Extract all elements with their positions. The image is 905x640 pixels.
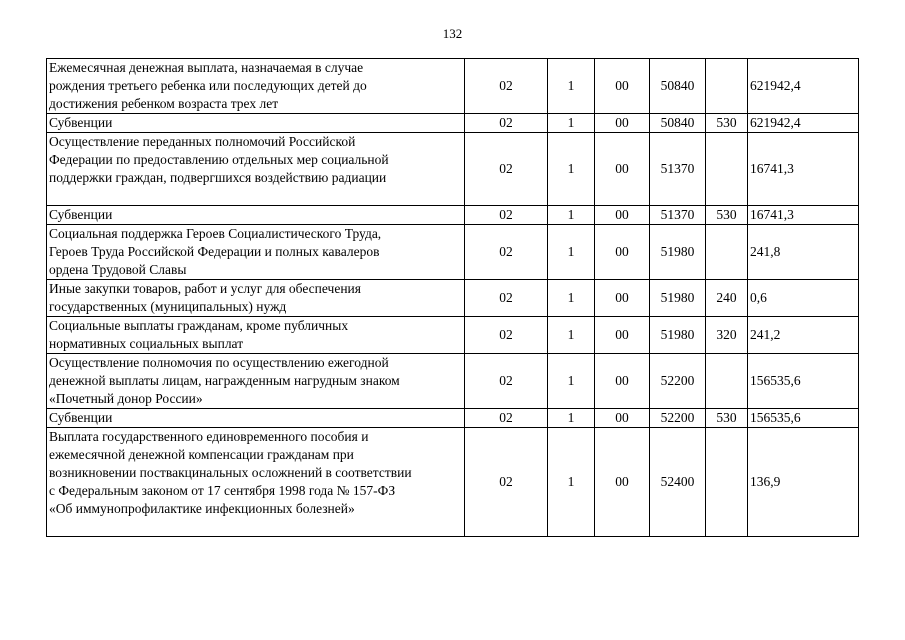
table-row — [47, 428, 859, 537]
subprogram-code: 00 — [595, 114, 650, 133]
description-line: денежной выплаты лицам, награжденным нагрудным знаком — [49, 373, 400, 388]
section-code: 02 — [465, 206, 548, 225]
description-line: Социальные выплаты гражданам, кроме публичных — [49, 318, 349, 333]
subprogram-code: 00 — [595, 409, 650, 428]
target-code: 50840 — [650, 114, 706, 133]
amount-value: 241,8 — [748, 225, 859, 280]
target-code: 51370 — [650, 133, 706, 206]
expense-type-code — [706, 354, 748, 409]
table-row — [47, 114, 859, 133]
target-code: 52200 — [650, 409, 706, 428]
description-line: Субвенции — [49, 207, 113, 222]
description-line: Субвенции — [49, 410, 113, 425]
description-line: государственных (муниципальных) нужд — [49, 299, 287, 314]
section-code: 02 — [465, 114, 548, 133]
table-row — [47, 225, 859, 280]
row-description — [47, 409, 465, 428]
program-code: 1 — [548, 59, 595, 114]
row-description — [47, 206, 465, 225]
amount-value: 0,6 — [748, 280, 859, 317]
row-description — [47, 225, 465, 280]
section-code: 02 — [465, 280, 548, 317]
expense-type-code: 530 — [706, 114, 748, 133]
description-line: Ежемесячная денежная выплата, назначаемая в случае — [49, 60, 364, 75]
description-line: нормативных социальных выплат — [49, 336, 244, 351]
target-code: 50840 — [650, 59, 706, 114]
description-line: поддержки граждан, подвергшихся воздействию радиации — [49, 170, 387, 185]
page-number: 132 — [442, 26, 463, 41]
section-code: 02 — [465, 225, 548, 280]
amount-value: 156535,6 — [748, 409, 859, 428]
amount-value: 156535,6 — [748, 354, 859, 409]
description-line: «Об иммунопрофилактике инфекционных болезней» — [49, 501, 355, 516]
section-code: 02 — [465, 409, 548, 428]
subprogram-code: 00 — [595, 317, 650, 354]
table-row — [47, 280, 859, 317]
row-description — [47, 354, 465, 409]
table-row — [47, 206, 859, 225]
description-line: с Федеральным законом от 17 сентября 1998 года № 157-ФЗ — [49, 483, 396, 498]
program-code: 1 — [548, 428, 595, 537]
amount-value: 621942,4 — [748, 59, 859, 114]
target-code: 51980 — [650, 280, 706, 317]
row-description — [47, 59, 465, 114]
description-line: Героев Труда Российской Федерации и полных кавалеров — [49, 244, 380, 259]
description-line: Федерации по предоставлению отдельных мер социальной — [49, 152, 389, 167]
expense-type-code — [706, 59, 748, 114]
target-code: 51370 — [650, 206, 706, 225]
expense-type-code — [706, 428, 748, 537]
section-code: 02 — [465, 59, 548, 114]
subprogram-code: 00 — [595, 133, 650, 206]
section-code: 02 — [465, 133, 548, 206]
subprogram-code: 00 — [595, 354, 650, 409]
table-row — [47, 354, 859, 409]
program-code: 1 — [548, 206, 595, 225]
expense-type-code: 240 — [706, 280, 748, 317]
amount-value: 16741,3 — [748, 206, 859, 225]
description-line: Субвенции — [49, 115, 113, 130]
amount-value: 136,9 — [748, 428, 859, 537]
description-line — [49, 187, 462, 205]
description-line — [49, 518, 462, 536]
subprogram-code: 00 — [595, 428, 650, 537]
expense-type-code: 320 — [706, 317, 748, 354]
target-code: 51980 — [650, 317, 706, 354]
program-code: 1 — [548, 114, 595, 133]
program-code: 1 — [548, 354, 595, 409]
section-code: 02 — [465, 317, 548, 354]
row-description — [47, 317, 465, 354]
target-code: 52400 — [650, 428, 706, 537]
amount-value: 241,2 — [748, 317, 859, 354]
section-code: 02 — [465, 354, 548, 409]
description-line: Осуществление полномочия по осуществлению ежегодной — [49, 355, 389, 370]
expense-type-code: 530 — [706, 409, 748, 428]
description-line: Социальная поддержка Героев Социалистического Труда, — [49, 226, 382, 241]
subprogram-code: 00 — [595, 280, 650, 317]
description-line: возникновении поствакцинальных осложнений в соответствии — [49, 465, 412, 480]
program-code: 1 — [548, 280, 595, 317]
target-code: 52200 — [650, 354, 706, 409]
expense-type-code: 530 — [706, 206, 748, 225]
table-row — [47, 133, 859, 206]
subprogram-code: 00 — [595, 225, 650, 280]
row-description — [47, 280, 465, 317]
table-row — [47, 409, 859, 428]
description-line: Иные закупки товаров, работ и услуг для обеспечения — [49, 281, 361, 296]
program-code: 1 — [548, 133, 595, 206]
budget-table — [46, 58, 859, 537]
description-line: рождения третьего ребенка или последующих детей до — [49, 78, 367, 93]
amount-value: 621942,4 — [748, 114, 859, 133]
expense-type-code — [706, 225, 748, 280]
description-line: «Почетный донор России» — [49, 391, 203, 406]
row-description — [47, 133, 465, 206]
expense-type-code — [706, 133, 748, 206]
row-description — [47, 114, 465, 133]
section-code: 02 — [465, 428, 548, 537]
description-line: достижения ребенком возраста трех лет — [49, 96, 279, 111]
subprogram-code: 00 — [595, 206, 650, 225]
description-line: ордена Трудовой Славы — [49, 262, 187, 277]
table-row — [47, 317, 859, 354]
row-description — [47, 428, 465, 537]
description-line: Выплата государственного единовременного пособия и — [49, 429, 369, 444]
table-row — [47, 59, 859, 114]
description-line: Осуществление переданных полномочий Российской — [49, 134, 356, 149]
program-code: 1 — [548, 225, 595, 280]
program-code: 1 — [548, 409, 595, 428]
target-code: 51980 — [650, 225, 706, 280]
description-line: ежемесячной денежной компенсации гражданам при — [49, 447, 354, 462]
program-code: 1 — [548, 317, 595, 354]
subprogram-code: 00 — [595, 59, 650, 114]
amount-value: 16741,3 — [748, 133, 859, 206]
